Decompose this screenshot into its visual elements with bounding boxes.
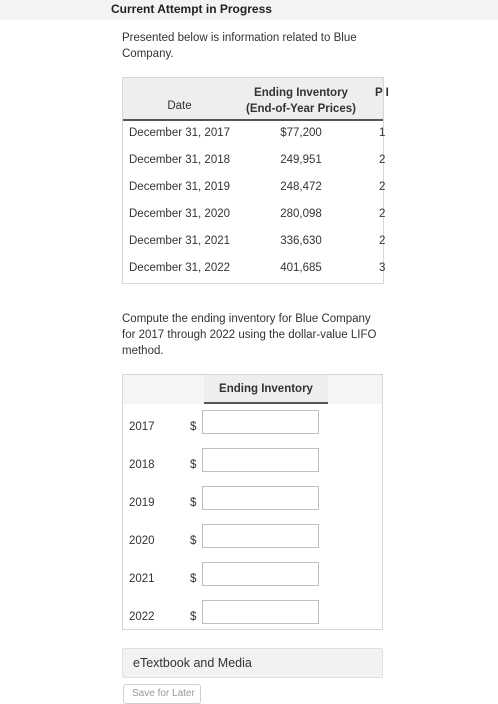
dollar-sign: $ bbox=[190, 611, 197, 623]
ending-inventory-2018-input[interactable] bbox=[202, 448, 319, 472]
row-price-index: 2 bbox=[379, 154, 386, 166]
left-margin bbox=[0, 20, 107, 700]
row-date: December 31, 2020 bbox=[129, 208, 231, 220]
ending-inventory-2021-input[interactable] bbox=[202, 562, 319, 586]
table-row bbox=[123, 121, 386, 148]
year-label: 2020 bbox=[129, 535, 155, 547]
ending-inventory-2019-input[interactable] bbox=[202, 486, 319, 510]
ending-inventory-column-header: Ending Inventory (End-of-Year Prices) bbox=[246, 87, 356, 115]
ending-inventory-2020-input[interactable] bbox=[202, 524, 319, 548]
date-column-header: Date bbox=[167, 100, 192, 112]
row-price-index: 1 bbox=[379, 127, 386, 139]
year-label: 2019 bbox=[129, 497, 155, 509]
row-date: December 31, 2018 bbox=[129, 154, 231, 166]
price-index-column-header: P I bbox=[375, 87, 389, 99]
dollar-sign: $ bbox=[190, 535, 197, 547]
inventory-info-table bbox=[122, 77, 389, 284]
dollar-sign: $ bbox=[190, 421, 197, 433]
row-date: December 31, 2022 bbox=[129, 262, 231, 274]
attempt-status-title: Current Attempt in Progress bbox=[111, 2, 272, 16]
answer-row-2019 bbox=[123, 486, 382, 524]
answer-row-2022 bbox=[123, 600, 382, 638]
row-ending-inventory: $77,200 bbox=[280, 127, 322, 139]
ending-inventory-2022-input[interactable] bbox=[202, 600, 319, 624]
save-for-later-button[interactable]: Save for Later bbox=[123, 684, 201, 704]
table-row bbox=[123, 202, 386, 229]
table-row bbox=[123, 229, 386, 256]
answer-table bbox=[122, 374, 383, 630]
dollar-sign: $ bbox=[190, 573, 197, 585]
answer-row-2020 bbox=[123, 524, 382, 562]
year-label: 2018 bbox=[129, 459, 155, 471]
row-ending-inventory: 249,951 bbox=[280, 154, 322, 166]
answer-row-2018 bbox=[123, 448, 382, 486]
question-text: Compute the ending inventory for Blue Company for 2017 through 2022 using the dollar-value LIFO method. bbox=[122, 313, 377, 357]
row-ending-inventory: 336,630 bbox=[280, 235, 322, 247]
etextbook-media-link[interactable]: eTextbook and Media bbox=[122, 648, 383, 678]
dollar-sign: $ bbox=[190, 497, 197, 509]
row-price-index: 3 bbox=[379, 262, 386, 274]
row-date: December 31, 2019 bbox=[129, 181, 231, 193]
info-table-header bbox=[123, 78, 389, 121]
row-ending-inventory: 248,472 bbox=[280, 181, 322, 193]
answer-row-2017 bbox=[123, 410, 382, 448]
row-date: December 31, 2021 bbox=[129, 235, 231, 247]
right-margin bbox=[395, 22, 498, 700]
table-row bbox=[123, 256, 386, 283]
row-ending-inventory: 401,685 bbox=[280, 262, 322, 274]
ending-inventory-2017-input[interactable] bbox=[202, 410, 319, 434]
year-label: 2017 bbox=[129, 421, 155, 433]
attempt-header bbox=[0, 0, 498, 20]
row-price-index: 2 bbox=[379, 181, 386, 193]
answer-table-header bbox=[123, 375, 382, 404]
row-price-index: 2 bbox=[379, 208, 386, 220]
year-label: 2021 bbox=[129, 573, 155, 585]
answer-row-2021 bbox=[123, 562, 382, 600]
year-label: 2022 bbox=[129, 611, 155, 623]
table-row bbox=[123, 175, 386, 202]
row-price-index: 2 bbox=[379, 235, 386, 247]
ending-inventory-header: Ending Inventory bbox=[204, 375, 328, 404]
row-ending-inventory: 280,098 bbox=[280, 208, 322, 220]
row-date: December 31, 2017 bbox=[129, 127, 231, 139]
intro-text: Presented below is information related to Blue Company. bbox=[122, 32, 357, 60]
dollar-sign: $ bbox=[190, 459, 197, 471]
table-row bbox=[123, 148, 386, 175]
